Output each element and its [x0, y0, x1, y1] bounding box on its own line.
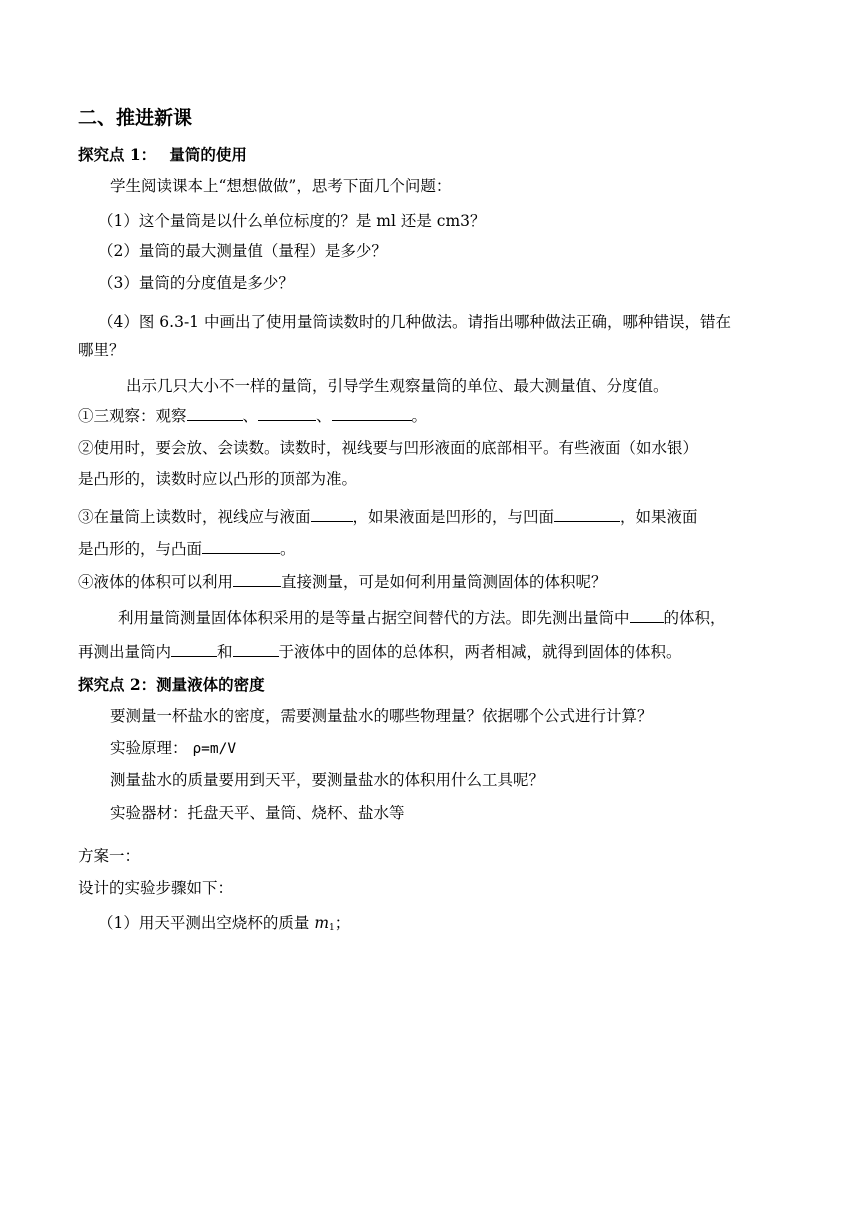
intro-text: 学生阅读课本上“想想做做”，思考下面几个问题： — [110, 177, 452, 195]
mass-variable: m — [314, 914, 330, 932]
blank — [554, 506, 620, 522]
solid-text-a: 利用量筒测量固体体积采用的是等量占据空间替代的方法。即先测出量筒中 — [118, 609, 630, 627]
p2-line-2 — [110, 738, 822, 759]
question-1: （1）这个量筒是以什么单位标度的？是 ml 还是 cm3？ — [98, 212, 486, 230]
p2-line-4: 实验器材：托盘天平、量筒、烧杯、盐水等 — [110, 804, 405, 822]
end-punct: 。 — [411, 407, 428, 425]
solid-line-2 — [78, 641, 790, 662]
item-3-line2 — [78, 538, 790, 559]
item-4-text-a: ④液体的体积可以利用 — [78, 573, 234, 591]
solid-text-d: 和 — [217, 643, 233, 661]
item-1-text: ①三观察：观察 — [78, 407, 187, 425]
blank — [202, 538, 280, 554]
density-formula: ρ=m/V — [192, 741, 237, 757]
solid-text-c: 再测出量筒内 — [78, 643, 172, 661]
end-punct: ； — [334, 914, 351, 932]
item-3-line1 — [78, 506, 790, 527]
principle-label: 实验原理： — [110, 739, 188, 757]
plan-label: 方案一： — [78, 847, 141, 865]
solid-text-b: 的体积， — [663, 609, 726, 627]
item-4 — [78, 571, 790, 592]
p2-line-3: 测量盐水的质量要用到天平，要测量盐水的体积用什么工具呢？ — [110, 771, 545, 789]
mass-subscript: 1 — [329, 923, 335, 933]
solid-text-e: 于液体中的固体的总体积，两者相减，就得到固体的体积。 — [278, 643, 682, 661]
end-punct: 。 — [280, 540, 296, 558]
blank — [311, 506, 353, 522]
point2-title: 探究点 2：测量液体的密度 — [78, 675, 265, 694]
blank — [187, 405, 243, 421]
item-3-text-a: ③在量筒上读数时，视线应与液面 — [78, 508, 311, 526]
blank — [233, 641, 279, 657]
item-3-text-d: 是凸形的，与凸面 — [78, 540, 203, 558]
item-2-line1: ②使用时，要会放、会读数。读数时，视线要与凹形液面的底部相平。有些液面（如水银） — [78, 439, 699, 457]
show-text: 出示几只大小不一样的量筒，引导学生观察量筒的单位、最大测量值、分度值。 — [126, 377, 669, 395]
p2-line-1: 要测量一杯盐水的密度，需要测量盐水的哪些物理量？依据哪个公式进行计算？ — [110, 707, 653, 725]
blank — [332, 405, 412, 421]
point1-title: 探究点 1： 量筒的使用 — [78, 145, 247, 164]
step-1 — [98, 913, 810, 938]
blank — [171, 641, 217, 657]
item-3-text-b: ，如果液面是凹形的，与凹面 — [352, 508, 555, 526]
blank — [258, 405, 316, 421]
steps-intro: 设计的实验步骤如下： — [78, 879, 234, 897]
question-3: （3）量筒的分度值是多少？ — [98, 274, 294, 292]
item-2-line2: 是凸形的，读数时应以凸形的顶部为准。 — [78, 470, 358, 488]
solid-line-1 — [118, 607, 830, 628]
separator: 、 — [316, 407, 332, 425]
section-title: 二、推进新课 — [78, 107, 193, 129]
question-4: （4）图 6.3-1 中画出了使用量筒读数时的几种做法。请指出哪种做法正确，哪种错误，错在 — [98, 313, 731, 331]
step-1-text: （1）用天平测出空烧杯的质量 — [98, 914, 310, 932]
item-3-text-c: ，如果液面 — [620, 508, 698, 526]
item-1 — [78, 405, 790, 426]
separator: 、 — [242, 407, 259, 425]
item-4-text-b: 直接测量，可是如何利用量筒测固体的体积呢？ — [281, 573, 607, 591]
question-2: （2）量筒的最大测量值（量程）是多少？ — [98, 242, 387, 260]
blank — [233, 571, 281, 587]
blank — [630, 607, 664, 623]
question-4-cont: 哪里？ — [78, 341, 125, 359]
